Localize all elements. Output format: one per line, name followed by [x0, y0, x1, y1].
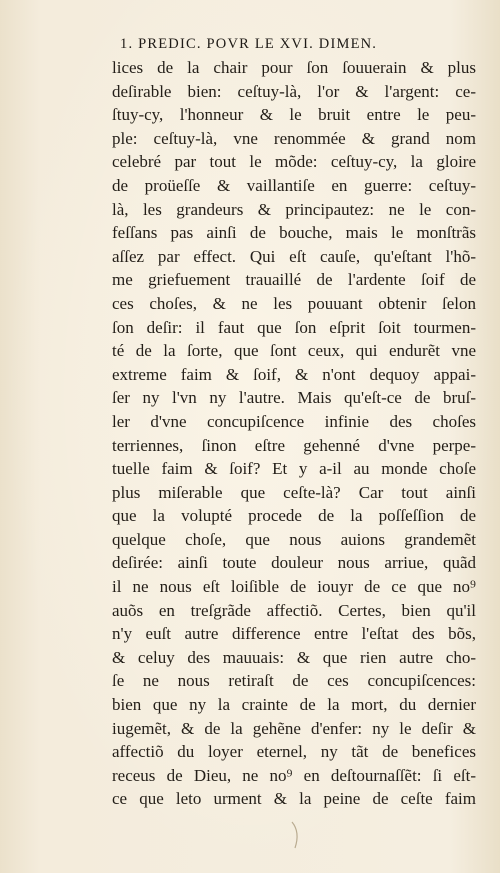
text-line: quelque choſe, que nous auions grandemẽt — [112, 529, 476, 549]
text-line: celebré par tout le mõde: ceſtuy-cy, la gloire — [112, 152, 476, 172]
text-line: me griefuement trauaillé de l'ardente ſoif de — [112, 270, 476, 290]
text-line: & celuy des mauuais: & que rien autre cho- — [112, 647, 476, 667]
text-line: ſon deſir: il faut que ſon eſprit ſoit tourmen- — [112, 317, 476, 337]
text-line: il ne nous eſt loiſible de iouyr de ce que no⁹ — [112, 577, 476, 597]
text-line: là, les grandeurs & principautez: ne le con- — [112, 199, 476, 219]
text-line: receus de Dieu, ne no⁹ en deſtournaſſẽt: ſi eſt- — [112, 765, 476, 785]
text-line: affectiõ du loyer eternel, ny tãt de benefices — [112, 742, 476, 762]
text-line: feſſans pas ainſi de bouche, mais le monſtrãs — [112, 223, 476, 243]
text-line: de proüeſſe & vaillantiſe en guerre: ceſtuy- — [112, 175, 476, 195]
text-line: deſirée: ainſi toute douleur nous arriue, quãd — [112, 553, 476, 573]
text-line: ſe ne nous retiraſt de ces concupiſcences: — [112, 671, 476, 691]
text-line: plus miſerable que ceſte-là? Car tout ainſi — [112, 482, 476, 502]
text-line: extreme faim & ſoif, & n'ont dequoy appai- — [112, 364, 476, 384]
text-line: tuelle faim & ſoif? Et y a-il au monde choſe — [112, 459, 476, 479]
text-line: terriennes, ſinon eſtre gehenné d'vne perpe- — [112, 435, 476, 455]
text-line: iugemẽt, & de la gehẽne d'enfer: ny le deſir & — [112, 718, 476, 738]
text-line: ce que leto urment & la peine de ceſte faim — [112, 789, 476, 809]
text-line: té de la ſorte, que ſont ceux, qui endurẽt vne — [112, 341, 476, 361]
text-line: aſſez par effect. Qui eſt cauſe, qu'eſtant l'hõ- — [112, 246, 476, 266]
text-line: ces choſes, & ne les pouuant obtenir ſelon — [112, 293, 476, 313]
text-line: que la volupté procede de la poſſeſſion de — [112, 506, 476, 526]
text-line: n'y euſt autre difference entre l'eſtat des bõs, — [112, 624, 476, 644]
text-line: ſer ny l'vn ny l'autre. Mais qu'eſt-ce de bruſ- — [112, 388, 476, 408]
text-line: auõs en treſgrãde affectiõ. Certes, bien qu'il — [112, 600, 476, 620]
text-line: bien que ny la crainte de la mort, du dernier — [112, 695, 476, 715]
text-line: lices de la chair pour ſon ſouuerain & plus — [112, 58, 476, 77]
ink-mark-icon — [288, 820, 302, 850]
text-line: ler d'vne concupiſcence infinie des choſes — [112, 411, 476, 431]
text-line: deſirable bien: ceſtuy-là, l'or & l'argent: ce- — [112, 81, 476, 101]
text-line: ſtuy-cy, l'honneur & le bruit entre le peu- — [112, 105, 476, 125]
text-line: ple: ceſtuy-là, vne renommée & grand nom — [112, 128, 476, 148]
body-text — [112, 56, 476, 811]
running-head: 1. PREDIC. POVR LE XVI. DIMEN. — [120, 36, 378, 52]
